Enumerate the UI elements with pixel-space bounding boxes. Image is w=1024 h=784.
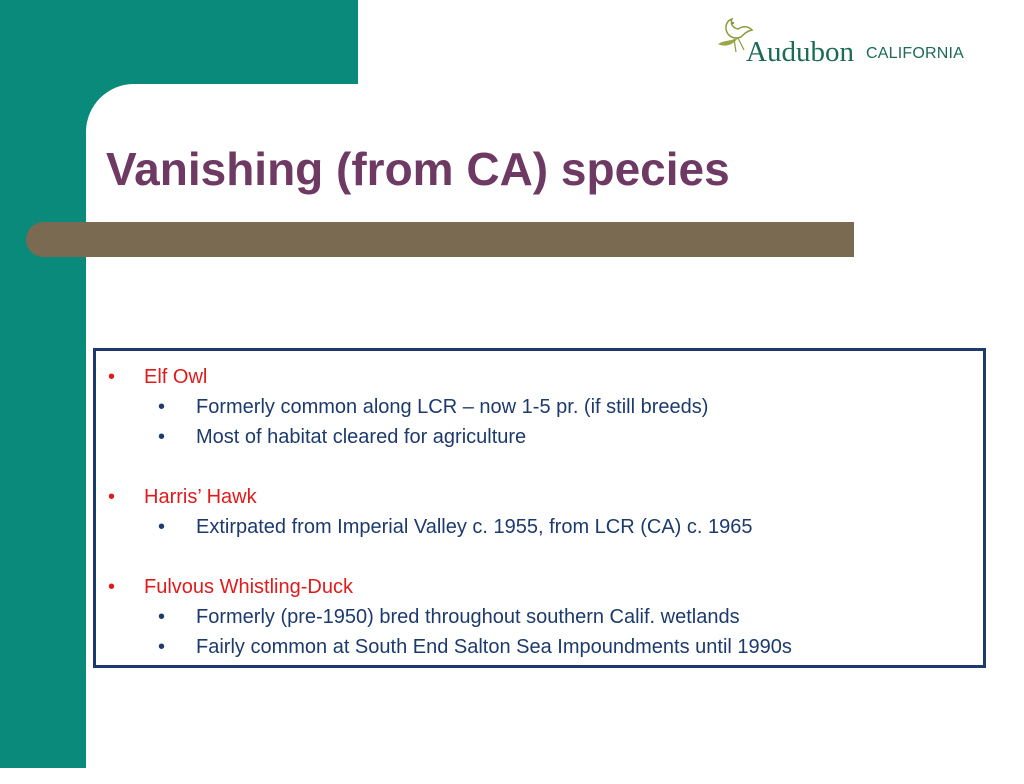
brand-region: CALIFORNIA: [866, 45, 965, 62]
title-underline-bar: [26, 222, 854, 257]
species-note: • Fairly common at South End Salton Sea Impoundments until 1990s: [96, 632, 792, 662]
species-box: [93, 348, 986, 668]
species-heading: • Elf Owl: [96, 362, 792, 392]
brand-name: Audubon: [746, 36, 854, 68]
species-note: • Formerly (pre-1950) bred throughout southern Calif. wetlands: [96, 602, 792, 632]
list-spacer: [96, 542, 792, 572]
list-spacer: [96, 452, 792, 482]
species-note: • Formerly common along LCR – now 1-5 pr. (if still breeds): [96, 392, 792, 422]
species-list: [96, 362, 792, 662]
audubon-logo: [714, 14, 1004, 74]
slide-title: Vanishing (from CA) species: [106, 143, 730, 195]
species-note: • Most of habitat cleared for agriculture: [96, 422, 792, 452]
species-heading: • Fulvous Whistling-Duck: [96, 572, 792, 602]
species-heading: • Harris’ Hawk: [96, 482, 792, 512]
species-note: • Extirpated from Imperial Valley c. 1955, from LCR (CA) c. 1965: [96, 512, 792, 542]
